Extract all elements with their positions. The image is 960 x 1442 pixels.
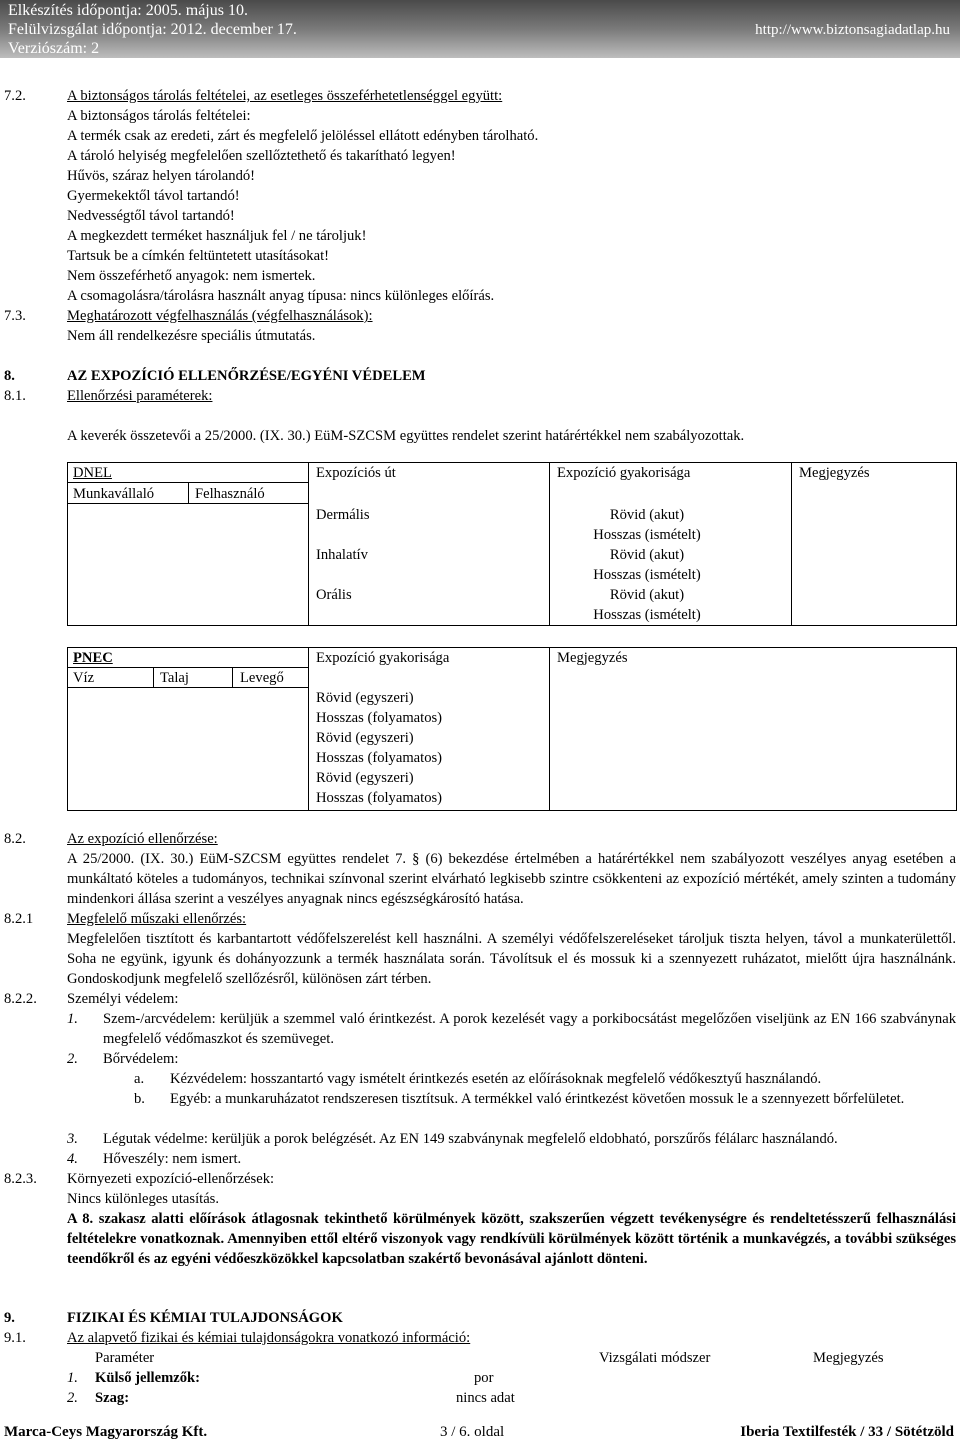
page-header — [0, 0, 960, 58]
s72-line: A tároló helyiség megfelelően szellőztethető és takarítható legyen! — [67, 148, 456, 164]
section-number: 8.2. — [4, 831, 26, 847]
freq-cell: Rövid (egyszeri) — [316, 770, 414, 786]
section-title: Az alapvető fizikai és kémiai tulajdonságokra vonatkozó információ: — [67, 1330, 471, 1346]
freq-cell: Hosszas (folyamatos) — [316, 750, 443, 766]
freq-cell: Rövid (akut) — [609, 507, 685, 523]
list-item: Szem-/arcvédelem: kerüljük a szemmel való érintkezést. A porok kezelését vagy a porkibocsátást megelőzően viseljünk az EN 166 szabványnak megfelelő védőmaszkot és szemüveget. — [103, 1011, 956, 1048]
section-number: 8.1. — [4, 388, 26, 404]
list-letter: b. — [134, 1091, 145, 1107]
list-item: Bőrvédelem: — [103, 1051, 179, 1067]
s823-text: Nincs különleges utasítás. — [67, 1191, 219, 1207]
s821-text: Megfelelően tisztított és karbantartott védőfelszerelést kell használni. A személyi védőfelszereléseket tároljuk tiszta helyen, távol a munkaterülettől. Soha ne együnk, igyunk és dohányozzunk a termék használata során. Távolítsuk el és mossuk ki a szennyezett ruházatot, mielőtt újra használnánk. Gondoskodjunk megfelelő szellőzésről, különösen zárt térben. — [67, 931, 956, 988]
s72-line: A biztonságos tárolás feltételei: — [67, 108, 251, 124]
s72-line: A csomagolásra/tárolásra használt anyag típusa: nincs különleges előírás. — [67, 288, 495, 304]
header-created: Elkészítés időpontja: 2005. május 10. — [8, 2, 248, 19]
list-number: 3. — [67, 1131, 78, 1147]
freq-cell: Hosszas (folyamatos) — [316, 710, 443, 726]
section-title: Megfelelő műszaki ellenőrzés: — [67, 911, 247, 927]
frequency-header: Expozíció gyakorisága — [557, 465, 691, 481]
row-number: 2. — [67, 1390, 78, 1406]
freq-cell: Hosszas (ismételt) — [593, 607, 701, 623]
dnel-header: DNEL — [73, 465, 112, 481]
worker-header: Munkavállaló — [73, 486, 155, 502]
s72-line: Nem összeférhető anyagok: nem ismertek. — [67, 268, 316, 284]
air-header: Levegő — [240, 670, 284, 686]
footer-product: Iberia Textilfesték / 33 / Sötétzöld — [740, 1424, 954, 1440]
param-label: Szag: — [95, 1390, 130, 1406]
section-heading: AZ EXPOZÍCIÓ ELLENŐRZÉSE/EGYÉNI VÉDELEM — [67, 368, 426, 384]
section-title: A biztonságos tárolás feltételei, az esetleges összeférhetetlenséggel együtt: — [67, 88, 503, 104]
list-letter: a. — [134, 1071, 145, 1087]
list-number: 2. — [67, 1051, 78, 1067]
section-title: Ellenőrzési paraméterek: — [67, 388, 213, 404]
s823-bold-note: A 8. szakasz alatti előírások átlagosnak tekinthető körülmények között, szakszerűen végzett tevékenységre és rendeltetésszerű felhasználási feltételekre vonatkoznak. Amennyiben ettől eltérő viszonyok vagy rendkívüli körülmények között történik a munkavégzés, a további szükséges teendőkről és az egyéni védőeszközökkel kapcsolatban szakértő bevonásával ajánlott dönteni. — [67, 1211, 956, 1268]
header-version: Verziószám: 2 — [8, 40, 100, 57]
section-heading: FIZIKAI ÉS KÉMIAI TULAJDONSÁGOK — [67, 1310, 343, 1326]
user-header: Felhasználó — [195, 486, 265, 502]
frequency-header: Expozíció gyakorisága — [316, 650, 450, 666]
route-cell: Dermális — [316, 507, 370, 523]
section-title: Az expozíció ellenőrzése: — [67, 831, 218, 847]
section-title: Személyi védelem: — [67, 991, 179, 1007]
section-number: 9.1. — [4, 1330, 26, 1346]
s72-line: Nedvességtől távol tartandó! — [67, 208, 235, 224]
list-item: Hőveszély: nem ismert. — [103, 1151, 242, 1167]
s72-line: A megkezdett terméket használjuk fel / ne tároljuk! — [67, 228, 367, 244]
s73-text: Nem áll rendelkezésre speciális útmutatás. — [67, 328, 316, 344]
note-header: Megjegyzés — [799, 465, 870, 481]
s72-line: Hűvös, száraz helyen tárolandó! — [67, 168, 256, 184]
section-number: 8.2.3. — [4, 1171, 37, 1187]
s81-text: A keverék összetevői a 25/2000. (IX. 30.) EüM-SZCSM együttes rendelet szerint határértékkel nem szabályozottak. — [67, 428, 745, 444]
s72-line: A termék csak az eredeti, zárt és megfelelő jelöléssel ellátott edényben tárolható. — [67, 128, 539, 144]
header-revised: Felülvizsgálat időpontja: 2012. december 17. — [8, 21, 297, 38]
note-header: Megjegyzés — [813, 1350, 884, 1366]
param-header: Paraméter — [95, 1350, 155, 1366]
section-number: 7.2. — [4, 88, 26, 104]
freq-cell: Hosszas (ismételt) — [593, 527, 701, 543]
param-value: por — [474, 1370, 494, 1386]
list-item: Egyéb: a munkaruházatot rendszeresen tisztítsuk. A termékkel való érintkezést követően mossuk le a szennyezett bőrfelületet. — [170, 1091, 905, 1107]
route-cell: Orális — [316, 587, 352, 603]
row-number: 1. — [67, 1370, 78, 1386]
section-number: 7.3. — [4, 308, 26, 324]
s82-text: A 25/2000. (IX. 30.) EüM-SZCSM együttes rendelet 7. § (6) bekezdése értelmében a határértékkel nem szabályozott veszélyes anyag esetében a munkáltató köteles a tudományos, technikai színvonal szerint elvárható legkisebb szintre csökkenteni az expozíció mértékét, amely szinten a tudomány mindenkori állása szerint a veszélyes anyagnak nincs egészségkárosító hatása. — [67, 851, 956, 908]
param-label: Külső jellemzők: — [95, 1370, 200, 1386]
section-number: 8. — [4, 368, 15, 384]
freq-cell: Hosszas (folyamatos) — [316, 790, 443, 806]
section-title: Meghatározott végfelhasználás (végfelhasználások): — [67, 308, 373, 324]
footer-page: 3 / 6. oldal — [440, 1424, 505, 1440]
section-title: Környezeti expozíció-ellenőrzések: — [67, 1171, 275, 1187]
list-item: Kézvédelem: hosszantartó vagy ismételt érintkezés esetén az előírásoknak megfelelő védőkesztyű használandó. — [170, 1071, 822, 1087]
freq-cell: Rövid (akut) — [609, 587, 685, 603]
freq-cell: Rövid (egyszeri) — [316, 730, 414, 746]
route-header: Expozíciós út — [316, 465, 396, 481]
header-url[interactable]: http://www.biztonsagiadatlap.hu — [755, 22, 950, 38]
list-number: 1. — [67, 1011, 78, 1027]
list-item: Légutak védelme: kerüljük a porok belégzését. Az EN 149 szabványnak megfelelő eldobható, porszűrős félálarc használandó. — [103, 1131, 838, 1147]
section-number: 9. — [4, 1310, 15, 1326]
list-number: 4. — [67, 1151, 78, 1167]
section-number: 8.2.1 — [4, 911, 34, 927]
footer-company: Marca-Ceys Magyarország Kft. — [4, 1424, 208, 1440]
freq-cell: Rövid (egyszeri) — [316, 690, 414, 706]
pnec-header: PNEC — [73, 650, 113, 666]
section-number: 8.2.2. — [4, 991, 37, 1007]
s72-line: Gyermekektől távol tartandó! — [67, 188, 240, 204]
note-header: Megjegyzés — [557, 650, 628, 666]
water-header: Víz — [73, 670, 95, 686]
param-value: nincs adat — [456, 1390, 515, 1406]
freq-cell: Hosszas (ismételt) — [593, 567, 701, 583]
soil-header: Talaj — [160, 670, 189, 686]
route-cell: Inhalatív — [316, 547, 368, 563]
method-header: Vizsgálati módszer — [599, 1350, 711, 1366]
freq-cell: Rövid (akut) — [609, 547, 685, 563]
s72-line: Tartsuk be a címkén feltüntetett utasításokat! — [67, 248, 329, 264]
